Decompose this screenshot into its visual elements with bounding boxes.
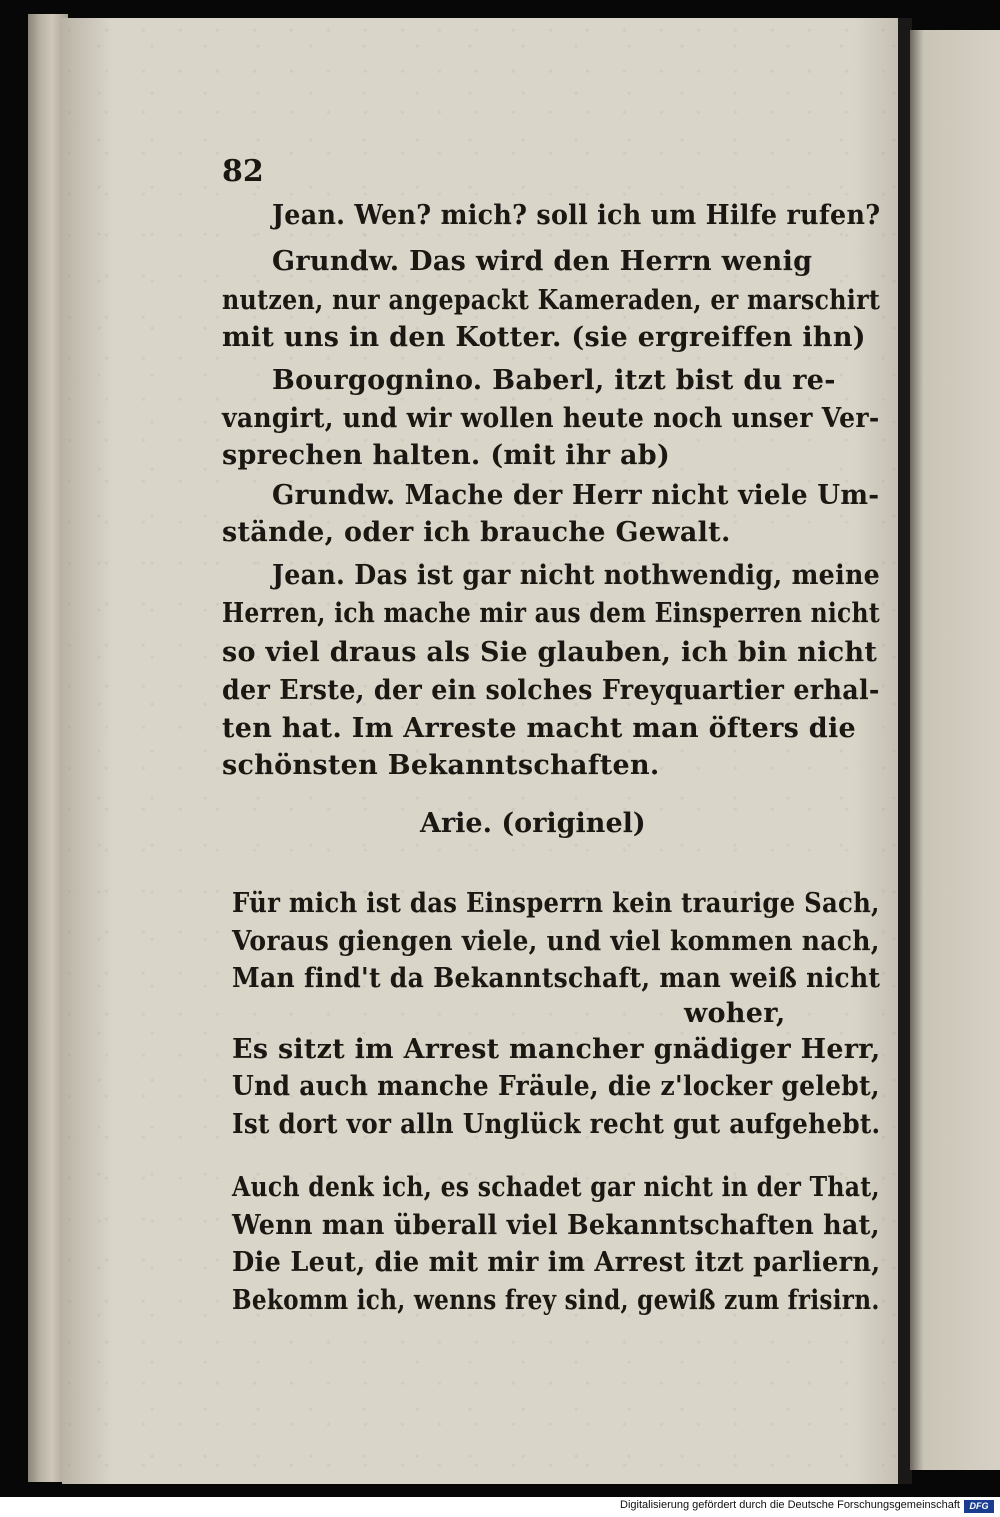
verse-line: Auch denk ich, es schadet gar nicht in der That,	[232, 1172, 880, 1203]
text-line: vangirt, und wir wollen heute noch unser Ver-	[222, 403, 880, 434]
verse-line: Man find't da Bekanntschaft, man weiß nicht	[232, 963, 881, 994]
text-line: Herren, ich mache mir aus dem Einsperren nicht	[222, 598, 880, 629]
text-line: schönsten Bekanntschaften.	[222, 750, 660, 781]
verse-line: Voraus giengen viele, und viel kommen nach,	[232, 926, 880, 957]
verse-line: Die Leut, die mit mir im Arrest itzt parliern,	[232, 1247, 881, 1278]
verse-line: Für mich ist das Einsperrn kein traurige Sach,	[232, 888, 880, 919]
verse-line: Bekomm ich, wenns frey sind, gewiß zum frisirn.	[232, 1285, 880, 1316]
verse-line: Es sitzt im Arrest mancher gnädiger Herr,	[232, 1034, 881, 1065]
footer-bar	[0, 1497, 1000, 1517]
text-line: ten hat. Im Arreste macht man öfters die	[222, 713, 857, 744]
verse-line: Ist dort vor alln Unglück recht gut aufgehebt.	[232, 1109, 881, 1140]
text-line: Jean. Das ist gar nicht nothwendig, meine	[272, 560, 881, 591]
text-line: Jean. Wen? mich? soll ich um Hilfe rufen?	[272, 200, 881, 231]
verse-line: Und auch manche Fräule, die z'locker gelebt,	[232, 1071, 880, 1102]
page-number: 82	[222, 154, 264, 189]
facing-page-edge	[910, 30, 1000, 1470]
text-line: mit uns in den Kotter. (sie ergreiffen ihn)	[222, 322, 866, 353]
verse-line: Wenn man überall viel Bekanntschaften hat,	[232, 1210, 880, 1241]
text-line: Bourgognino. Baberl, itzt bist du re-	[272, 365, 836, 396]
verse-line: woher,	[684, 998, 786, 1029]
text-line: der Erste, der ein solches Freyquartier erhal-	[222, 675, 880, 706]
dfg-logo: DFG	[964, 1500, 994, 1513]
text-line: so viel draus als Sie glauben, ich bin nicht	[222, 637, 878, 668]
text-line: Grundw. Das wird den Herrn wenig	[272, 246, 813, 277]
text-line: Grundw. Mache der Herr nicht viele Um-	[272, 480, 880, 511]
text-line: nutzen, nur angepackt Kameraden, er marschirt	[222, 285, 881, 316]
section-heading: Arie. (originel)	[420, 808, 646, 839]
text-line: sprechen halten. (mit ihr ab)	[222, 440, 671, 471]
text-line: stände, oder ich brauche Gewalt.	[222, 517, 731, 548]
footer-credit: Digitalisierung gefördert durch die Deutsche Forschungsgemeinschaft	[620, 1499, 960, 1511]
